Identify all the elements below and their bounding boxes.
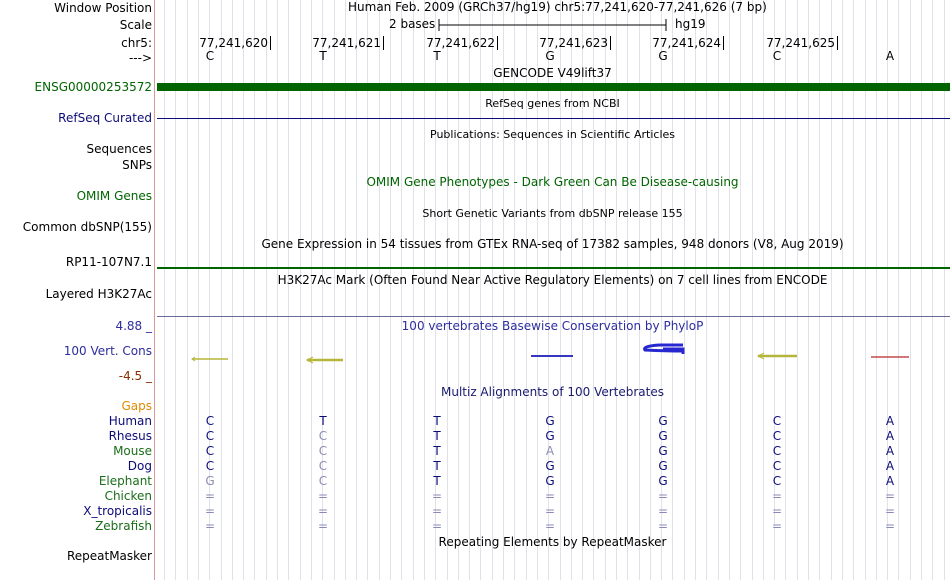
position-tick xyxy=(837,36,838,50)
position-label: 77,241,622 xyxy=(426,36,495,50)
label-divider[interactable] xyxy=(154,0,155,580)
alignment-base: = xyxy=(544,489,556,503)
alignment-base: G xyxy=(658,444,668,458)
alignment-base: G xyxy=(545,474,555,488)
alignment-base: = xyxy=(657,489,669,503)
position-tick xyxy=(497,36,498,50)
position-label: 77,241,621 xyxy=(312,36,381,50)
scale-text: 2 bases xyxy=(389,17,436,31)
alignment-base: A xyxy=(885,474,895,488)
alignment-base: = xyxy=(431,489,443,503)
publications-sequences-label[interactable]: Sequences xyxy=(86,142,152,156)
conservation-min-label: -4.5 _ xyxy=(118,369,152,383)
position-tick xyxy=(723,36,724,50)
conservation-mark-t2 xyxy=(307,357,343,363)
alignment-base: G xyxy=(545,429,555,443)
reference-base: G xyxy=(658,49,668,63)
alignment-base: C xyxy=(772,459,782,473)
conservation-max-label: 4.88 _ xyxy=(115,319,152,333)
conservation-label[interactable]: 100 Vert. Cons xyxy=(63,344,152,358)
alignment-base: C xyxy=(318,444,328,458)
alignment-base: A xyxy=(885,459,895,473)
conservation-mark-c5 xyxy=(758,353,797,359)
scale-label: Scale xyxy=(119,18,152,32)
publications-snps-label[interactable]: SNPs xyxy=(122,158,152,172)
alignment-base: C xyxy=(772,414,782,428)
scale-assembly: hg19 xyxy=(675,17,706,31)
gtex-gene-bar[interactable] xyxy=(157,267,950,269)
reference-base: A xyxy=(885,49,895,63)
reference-base: T xyxy=(433,49,441,63)
refseq-track-title: RefSeq genes from NCBI xyxy=(485,97,620,110)
alignment-base: = xyxy=(317,504,329,518)
scale-bar xyxy=(438,17,668,33)
position-label: 77,241,624 xyxy=(652,36,721,50)
alignment-base: C xyxy=(205,444,215,458)
conservation-mark-c1 xyxy=(192,357,228,361)
alignment-base: = xyxy=(431,519,443,533)
repeatmasker-label[interactable]: RepeatMasker xyxy=(66,549,152,563)
h3k27ac-label[interactable]: Layered H3K27Ac xyxy=(45,287,152,301)
omim-genes-label[interactable]: OMIM Genes xyxy=(76,189,152,203)
window-position-text: Human Feb. 2009 (GRCh37/hg19) chr5:77,241,620-77,241,626 (7 bp) xyxy=(348,0,767,14)
alignment-base: = xyxy=(884,504,896,518)
gencode-gene-bar[interactable] xyxy=(157,83,950,91)
species-label[interactable]: Elephant xyxy=(98,474,152,488)
conservation-mark-g4 xyxy=(645,345,683,354)
refseq-label[interactable]: RefSeq Curated xyxy=(58,111,152,125)
alignment-base: G xyxy=(658,474,668,488)
dbsnp-label[interactable]: Common dbSNP(155) xyxy=(22,220,152,234)
dbsnp-track-title: Short Genetic Variants from dbSNP release 155 xyxy=(422,207,683,220)
position-tick xyxy=(610,36,611,50)
omim-track-title: OMIM Gene Phenotypes - Dark Green Can Be Disease-causing xyxy=(366,175,739,189)
reference-base: T xyxy=(319,49,327,63)
species-label[interactable]: X_tropicalis xyxy=(83,504,152,518)
alignment-base: T xyxy=(433,444,441,458)
alignment-base: T xyxy=(433,429,441,443)
alignment-base: = xyxy=(657,504,669,518)
strand-label: ---> xyxy=(128,51,152,65)
alignment-base: = xyxy=(317,519,329,533)
position-label: 77,241,620 xyxy=(199,36,268,50)
alignment-base: = xyxy=(544,504,556,518)
window-position-label: Window Position xyxy=(54,1,152,15)
gtex-track-title: Gene Expression in 54 tissues from GTEx RNA-seq of 17382 samples, 948 donors (V8, Aug 2019) xyxy=(261,237,844,251)
alignment-base: G xyxy=(658,459,668,473)
alignment-base: = xyxy=(431,504,443,518)
alignment-base: C xyxy=(772,444,782,458)
alignment-base: = xyxy=(544,519,556,533)
species-label[interactable]: Chicken xyxy=(104,489,152,503)
alignment-base: A xyxy=(885,414,895,428)
species-label[interactable]: Zebrafish xyxy=(95,519,152,533)
alignment-base: A xyxy=(545,444,555,458)
alignment-base: C xyxy=(205,459,215,473)
alignment-base: C xyxy=(318,474,328,488)
alignment-base: = xyxy=(771,489,783,503)
alignment-base: G xyxy=(658,414,668,428)
publications-track-title: Publications: Sequences in Scientific Articles xyxy=(430,128,675,141)
alignment-base: C xyxy=(318,459,328,473)
alignment-base: = xyxy=(771,504,783,518)
alignment-base: C xyxy=(205,429,215,443)
species-label[interactable]: Dog xyxy=(127,459,152,473)
gencode-track-title: GENCODE V49lift37 xyxy=(493,66,612,80)
reference-base: C xyxy=(772,49,782,63)
multiz-gaps-label[interactable]: Gaps xyxy=(121,399,152,413)
alignment-base: = xyxy=(204,504,216,518)
alignment-base: G xyxy=(545,414,555,428)
alignment-base: G xyxy=(658,429,668,443)
alignment-base: C xyxy=(772,474,782,488)
reference-base: G xyxy=(545,49,555,63)
multiz-track-title: Multiz Alignments of 100 Vertebrates xyxy=(440,385,665,399)
alignment-base: G xyxy=(545,459,555,473)
alignment-base: = xyxy=(317,489,329,503)
alignment-base: = xyxy=(657,519,669,533)
reference-base: C xyxy=(205,49,215,63)
conservation-track-title: 100 vertebrates Basewise Conservation by PhyloP xyxy=(401,319,704,333)
alignment-base: A xyxy=(885,444,895,458)
position-tick xyxy=(383,36,384,50)
alignment-base: T xyxy=(319,414,327,428)
chrom-label: chr5: xyxy=(121,36,152,50)
conservation-logo xyxy=(155,340,950,370)
position-tick xyxy=(270,36,271,50)
h3k27ac-track-title: H3K27Ac Mark (Often Found Near Active Regulatory Elements) on 7 cell lines from ENCODE xyxy=(277,273,828,287)
species-label[interactable]: Mouse xyxy=(113,444,152,458)
alignment-base: C xyxy=(772,429,782,443)
alignment-base: C xyxy=(205,414,215,428)
gencode-item-label[interactable]: ENSG00000253572 xyxy=(34,80,152,94)
alignment-base: = xyxy=(884,489,896,503)
gtex-gene-label[interactable]: RP11-107N7.1 xyxy=(65,255,152,269)
alignment-base: = xyxy=(771,519,783,533)
alignment-base: = xyxy=(884,519,896,533)
h3k27ac-baseline xyxy=(157,316,950,317)
position-label: 77,241,623 xyxy=(539,36,608,50)
species-label[interactable]: Human xyxy=(108,414,152,428)
alignment-base: = xyxy=(204,519,216,533)
alignment-base: T xyxy=(433,474,441,488)
refseq-gene-line[interactable] xyxy=(157,118,950,119)
alignment-base: G xyxy=(205,474,215,488)
alignment-base: = xyxy=(204,489,216,503)
alignment-base: T xyxy=(433,459,441,473)
alignment-base: A xyxy=(885,429,895,443)
position-label: 77,241,625 xyxy=(766,36,835,50)
alignment-base: C xyxy=(318,429,328,443)
species-label[interactable]: Rhesus xyxy=(108,429,152,443)
repeatmasker-track-title: Repeating Elements by RepeatMasker xyxy=(438,535,667,549)
alignment-base: T xyxy=(433,414,441,428)
